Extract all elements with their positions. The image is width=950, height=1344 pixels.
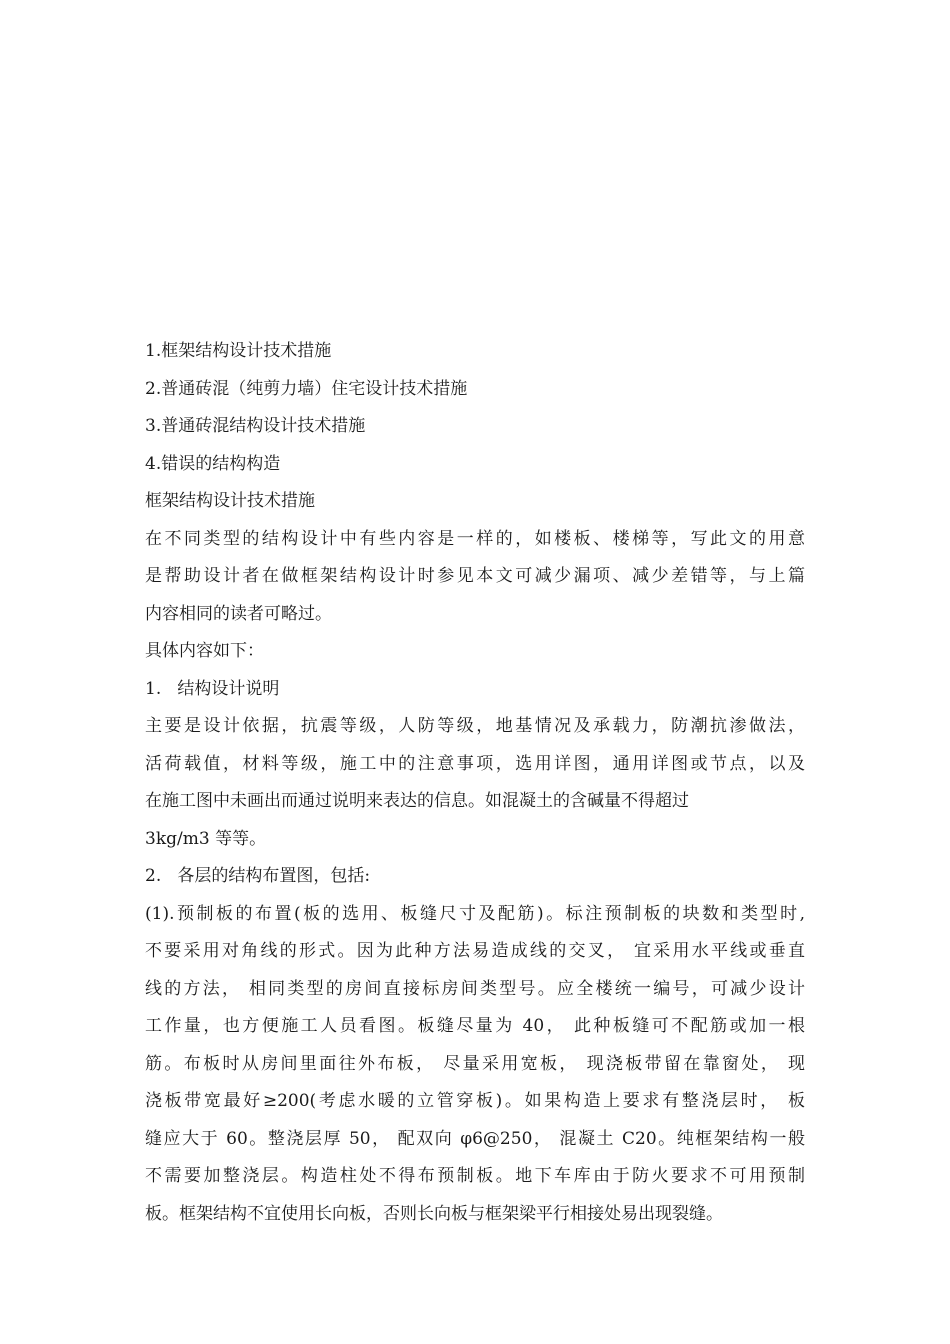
toc-item-1: 1.框架结构设计技术措施 xyxy=(145,341,332,361)
item2-line-5: 筋。布板时从房间里面往外布板， 尽量采用宽板， 现浇板带留在靠窗处， 现 xyxy=(145,1053,805,1074)
item2-line-6: 浇板带宽最好≥200(考虑水暖的立管穿板)。如果构造上要求有整浇层时， 板 xyxy=(145,1091,805,1111)
item2-line-4: 工作量，也方便施工人员看图。板缝尽量为 40， 此种板缝可不配筋或加一根 xyxy=(145,1016,805,1036)
section-title: 框架结构设计技术措施 xyxy=(145,491,315,511)
item2-line-3: 线的方法， 相同类型的房间直接标房间类型号。应全楼统一编号，可减少设计 xyxy=(145,978,805,999)
item1-heading: 1. 结构设计说明 xyxy=(145,678,280,699)
item2-line-2: 不要采用对角线的形式。因为此种方法易造成线的交叉， 宜采用水平线或垂直 xyxy=(145,941,805,961)
toc-item-2: 2.普通砖混（纯剪力墙）住宅设计技术措施 xyxy=(145,378,468,399)
item2-line-1: (1).预制板的布置(板的选用、板缝尺寸及配筋)。标注预制板的块数和类型时, xyxy=(145,903,805,924)
intro-line-2: 是帮助设计者在做框架结构设计时参见本文可减少漏项、减少差错等，与上篇 xyxy=(145,566,805,586)
item1-line-2: 活荷载值，材料等级，施工中的注意事项，选用详图，通用详图或节点，以及 xyxy=(145,753,805,774)
intro-line-1: 在不同类型的结构设计中有些内容是一样的，如楼板、楼梯等，写此文的用意 xyxy=(145,528,805,549)
item2-line-8: 不需要加整浇层。构造柱处不得布预制板。地下车库由于防火要求不可用预制 xyxy=(145,1166,805,1186)
intro-line-3: 内容相同的读者可略过。 xyxy=(145,603,332,624)
content-label: 具体内容如下： xyxy=(145,641,264,661)
item2-line-7: 缝应大于 60。整浇层厚 50， 配双向 φ6@250， 混凝土 C20。纯框架结构一般 xyxy=(145,1128,805,1149)
item1-line-4: 3kg/m3 等等。 xyxy=(145,828,267,849)
toc-item-4: 4.错误的结构构造 xyxy=(145,453,281,474)
item1-line-1: 主要是设计依据，抗震等级，人防等级，地基情况及承载力，防潮抗渗做法， xyxy=(145,716,805,736)
toc-item-3: 3.普通砖混结构设计技术措施 xyxy=(145,416,366,436)
item2-heading: 2. 各层的结构布置图，包括: xyxy=(145,866,371,886)
document-body xyxy=(145,333,805,1233)
item2-line-9: 板。框架结构不宜使用长向板，否则长向板与框架梁平行相接处易出现裂缝。 xyxy=(145,1203,723,1224)
item1-line-3: 在施工图中未画出而通过说明来表达的信息。如混凝土的含碱量不得超过 xyxy=(145,791,689,811)
